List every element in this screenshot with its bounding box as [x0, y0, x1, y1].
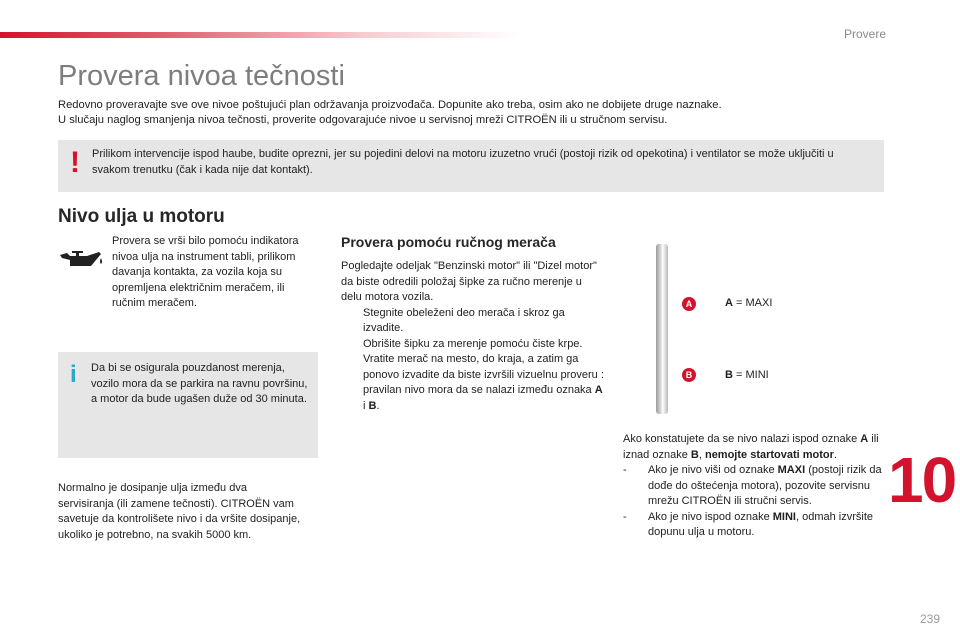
list-item — [623, 463, 893, 510]
list-item — [341, 352, 605, 414]
warning-text: Prilikom intervencije ispod haube, budite oprezni, jer su pojedini delovi na motoru izuzetno vrući (postoji rizik od opekotina) i ventilator se može uključiti u svakom trenutku (čak i kada nije dat kontakt). — [92, 148, 834, 176]
text-run: Ako je nivo viši od oznake — [648, 464, 778, 476]
label-mini — [725, 369, 769, 381]
header-accent-bar — [0, 32, 520, 38]
info-box — [58, 352, 318, 458]
text-run: , odmah izvršite dopunu ulja u motoru. — [648, 510, 874, 538]
maxi-label: MAXI — [777, 464, 806, 476]
level-check-intro — [623, 432, 893, 463]
chapter-number: 10 — [888, 444, 956, 516]
text-run: Ako konstatujete da se nivo nalazi ispod oznake — [623, 433, 861, 445]
dipstick-illustration — [656, 244, 668, 414]
mark-a: A — [860, 433, 869, 445]
step-text: Obrišite šipku za merenje pomoću čiste krpe. — [363, 337, 583, 350]
step-text: Vratite merač na mesto, do kraja, a zatim ga ponovo izvadite da biste izvršili vizuelnu proveru : pravilan nivo mora da se nalazi između oznaka — [363, 353, 604, 396]
label-value: = MINI — [732, 369, 769, 381]
dipstick-intro: Pogledajte odeljak "Benzinski motor" ili "Dizel motor" da biste odredili položaj šipke za ručno merenje u delu motora vozila. — [341, 260, 597, 303]
label-key: B — [725, 369, 733, 381]
page-number: 239 — [919, 612, 940, 626]
dipstick-check-text — [341, 259, 605, 414]
dipstick-check-heading: Provera pomoću ručnog merača — [341, 234, 556, 250]
text-run: Ako je nivo ispod oznake — [648, 510, 773, 523]
text-run: , — [698, 448, 705, 461]
intro-paragraph: Redovno proveravajte sve ove nivoe poštujući plan održavanja proizvođača. Dopunite ako treba, osim ako ne dobijete druge naznake. — [58, 99, 722, 111]
text-run: . — [833, 448, 837, 461]
dash-bullet: - — [623, 464, 627, 476]
list-item — [341, 306, 605, 337]
list-item — [341, 337, 605, 353]
warning-icon: ! — [70, 146, 80, 179]
page-title: Provera nivoa tečnosti — [58, 60, 345, 92]
label-value: = MAXI — [732, 297, 773, 309]
step-text: . — [376, 399, 380, 412]
section-label: Provere — [843, 27, 886, 41]
info-icon: i — [70, 361, 77, 388]
mini-label: MINI — [772, 510, 796, 523]
level-check-list — [623, 463, 893, 541]
dipstick-steps — [341, 306, 605, 415]
warning-box — [58, 140, 884, 192]
intro-text — [58, 98, 898, 128]
level-check-text — [623, 432, 893, 541]
text-run: (postoji rizik da dođe do oštećenja motora), pozovite servisnu mrežu CITROËN ili stručni servis. — [648, 464, 882, 507]
info-text: Da bi se osigurala pouzdanost merenja, vozilo mora da se parkira na ravnu površinu, a motor da bude ugašen duže od 30 minuta. — [91, 362, 308, 405]
oil-level-heading: Nivo ulja u motoru — [58, 206, 225, 227]
marker-b: B — [682, 368, 696, 382]
list-item — [623, 510, 893, 541]
text-run: ili iznad oznake — [623, 433, 879, 461]
mark-a: A — [594, 384, 603, 396]
do-not-start-warning: nemojte startovati motor — [704, 448, 834, 461]
oil-top-up-note: Normalno je dosipanje ulja između dva servisiranja (ili zamene tečnosti). CITROËN vam savetuje da kontrolišete nivo i da vršite dosipanje, ukoliko je potrebno, na svakih 5000 km. — [58, 482, 301, 541]
mark-b: B — [368, 399, 377, 412]
oil-level-description: Provera se vrši bilo pomoću indikatora nivoa ulja na instrument tabli, prilikom davanja kontakta, za vozila koja su opremljena električnim meračem, ili ručnim meračem. — [112, 235, 299, 309]
label-key: A — [725, 297, 733, 309]
mark-b: B — [690, 448, 699, 461]
label-maxi — [725, 297, 772, 309]
oil-can-icon — [58, 247, 104, 271]
dash-bullet: - — [623, 510, 627, 523]
step-text: i — [363, 399, 369, 412]
step-text: Stegnite obeleženi deo merača i skroz ga izvadite. — [363, 306, 565, 334]
marker-a: A — [682, 297, 696, 311]
intro-paragraph: U slučaju naglog smanjenja nivoa tečnosti, proverite odgovarajuće nivoe u servisnoj mreži CITROËN ili u stručnom servisu. — [58, 114, 668, 126]
